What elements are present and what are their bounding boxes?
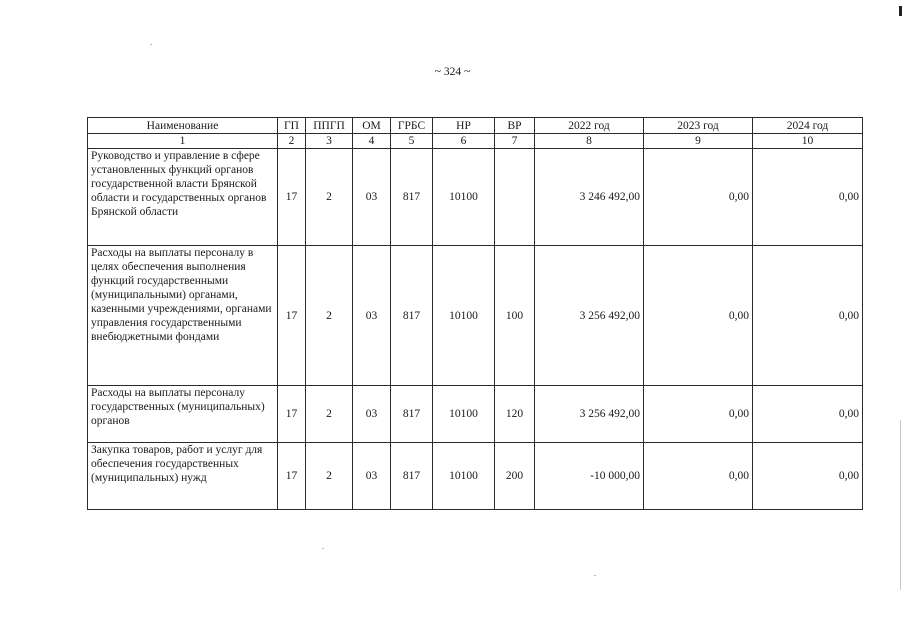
cell-ppgp: 2: [306, 246, 353, 386]
header-vr: ВР: [495, 118, 535, 134]
header-2024: 2024 год: [753, 118, 863, 134]
column-number: 8: [535, 134, 644, 149]
header-name: Наименование: [88, 118, 278, 134]
header-row: [88, 118, 863, 134]
cell-nr: 10100: [433, 149, 495, 246]
column-number: 6: [433, 134, 495, 149]
column-number: 1: [88, 134, 278, 149]
header-gp: ГП: [278, 118, 306, 134]
cell-nr: 10100: [433, 443, 495, 510]
cell-nr: 10100: [433, 246, 495, 386]
header-om: ОМ: [353, 118, 391, 134]
cell-ppgp: 2: [306, 386, 353, 443]
cell-grbs: 817: [391, 386, 433, 443]
column-number: 5: [391, 134, 433, 149]
cell-2022: 3 246 492,00: [535, 149, 644, 246]
cell-ppgp: 2: [306, 149, 353, 246]
cell-2022: 3 256 492,00: [535, 246, 644, 386]
column-number-row: [88, 134, 863, 149]
cell-gp: 17: [278, 443, 306, 510]
cell-2022: -10 000,00: [535, 443, 644, 510]
cell-2024: 0,00: [753, 443, 863, 510]
cell-gp: 17: [278, 386, 306, 443]
row-name: Расходы на выплаты персоналу в целях обеспечения выполнения функций государственными (муниципальными) органами, казенными учреждениями, органами управления государственными внебюджетными фондами: [88, 246, 278, 386]
cell-vr: 100: [495, 246, 535, 386]
cell-ppgp: 2: [306, 443, 353, 510]
cell-2024: 0,00: [753, 149, 863, 246]
cell-2024: 0,00: [753, 386, 863, 443]
cell-om: 03: [353, 386, 391, 443]
cell-om: 03: [353, 149, 391, 246]
cell-2022: 3 256 492,00: [535, 386, 644, 443]
column-number: 4: [353, 134, 391, 149]
column-number: 7: [495, 134, 535, 149]
table-row: [88, 386, 863, 443]
cell-grbs: 817: [391, 149, 433, 246]
header-ppgp: ППГП: [306, 118, 353, 134]
cell-vr: [495, 149, 535, 246]
cell-vr: 200: [495, 443, 535, 510]
column-number: 9: [644, 134, 753, 149]
scan-speck: [322, 548, 324, 549]
cell-2023: 0,00: [644, 386, 753, 443]
row-name: Расходы на выплаты персоналу государственных (муниципальных) органов: [88, 386, 278, 443]
cell-nr: 10100: [433, 386, 495, 443]
header-2022: 2022 год: [535, 118, 644, 134]
table-row: [88, 443, 863, 510]
cell-2023: 0,00: [644, 149, 753, 246]
cell-gp: 17: [278, 149, 306, 246]
cell-om: 03: [353, 246, 391, 386]
page-number: ~ 324 ~: [434, 66, 471, 78]
header-nr: НР: [433, 118, 495, 134]
cell-grbs: 817: [391, 443, 433, 510]
row-name: Руководство и управление в сфере установленных функций органов государственной власти Брянской области и государственных органов Брянской области: [88, 149, 278, 246]
cell-2023: 0,00: [644, 443, 753, 510]
scan-speck: [150, 44, 152, 45]
cell-grbs: 817: [391, 246, 433, 386]
scan-speck: [594, 575, 596, 576]
table-row: [88, 149, 863, 246]
header-2023: 2023 год: [644, 118, 753, 134]
column-number: 10: [753, 134, 863, 149]
cell-2024: 0,00: [753, 246, 863, 386]
column-number: 3: [306, 134, 353, 149]
cell-om: 03: [353, 443, 391, 510]
budget-table: [87, 117, 863, 510]
cell-gp: 17: [278, 246, 306, 386]
scan-corner-mark: [899, 6, 902, 16]
row-name: Закупка товаров, работ и услуг для обеспечения государственных (муниципальных) нужд: [88, 443, 278, 510]
cell-2023: 0,00: [644, 246, 753, 386]
header-grbs: ГРБС: [391, 118, 433, 134]
scan-edge-line: [900, 420, 901, 590]
cell-vr: 120: [495, 386, 535, 443]
table-row: [88, 246, 863, 386]
column-number: 2: [278, 134, 306, 149]
